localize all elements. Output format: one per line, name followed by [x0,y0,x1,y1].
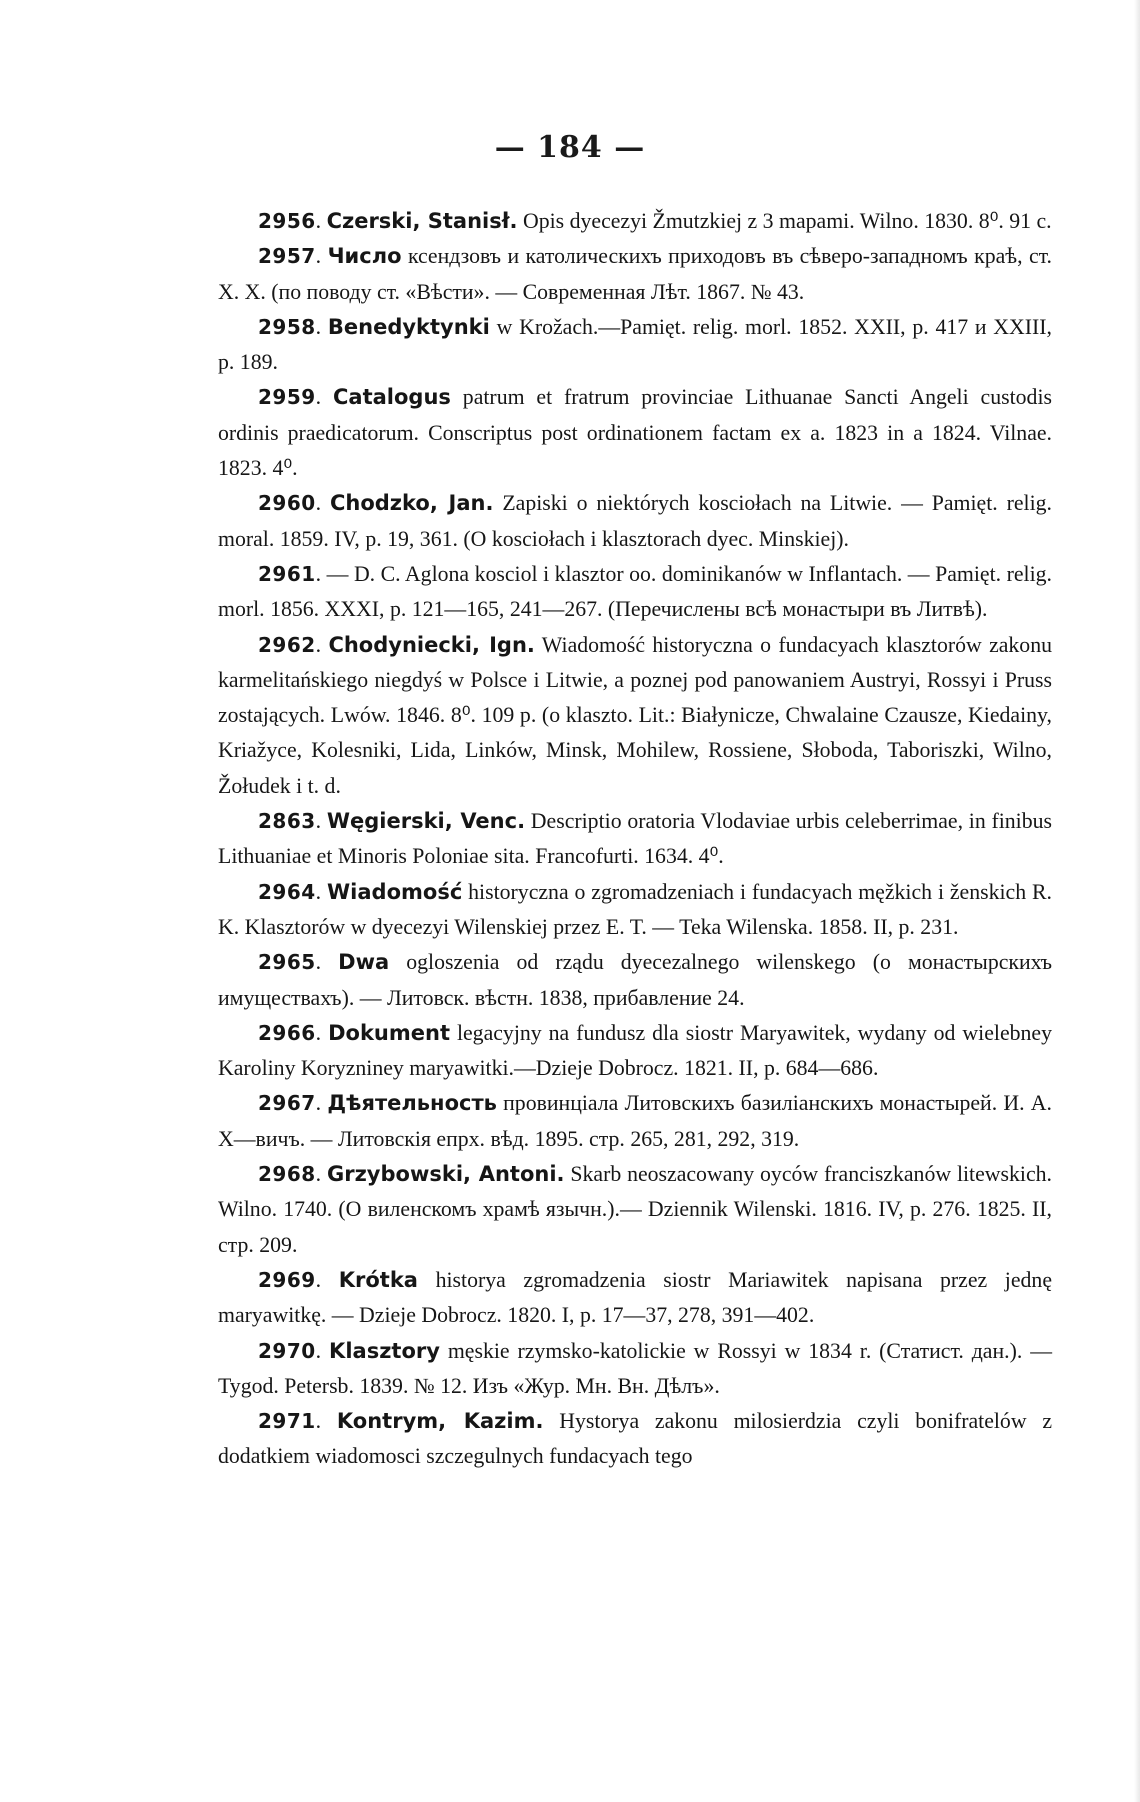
bibliography-entry: 2958. Benedyktynki w Krožach.—Pamięt. relig. morl. 1852. XXII, p. 417 и XXIII, p. 189. [218,314,1053,375]
entry-heading: Chodyniecki, Ign. [328,632,535,657]
entry-heading: Число [327,244,402,269]
bibliography-entry: 2957. Число ксендзовъ и католическихъ приходовъ въ сѣверо-западномъ краѣ, ст. Х. Х. (по поводу ст. «Вѣсти». — Современная Лѣт. 1867. № 43. [218,244,1052,304]
page-edge-shadow [1134,0,1140,1802]
entry-number: 2971 [258,1409,316,1434]
bibliography-entry: 2965. Dwa ogloszenia od rządu dyecezalnego wilenskego (o монастырскихъ имуществахъ). — Литовск. вѣстн. 1838, прибавление 24. [218,950,1052,1010]
page-number: — 184 — [494,130,646,165]
entry-text: Opis dyecezyi Žmutzkiej z 3 mapami. Wilno. 1830. 8⁰. 91 c. [517,209,1052,233]
entry-number: 2961 [258,561,316,586]
entry-heading: Wiadomość [327,879,463,904]
entry-text: Zapiski o niektórych kosciołach na Litwie. — Pamięt. relig. moral. 1859. IV, p. 19, 361. (O kosciołach i klasztorach dyec. Minskiej). [218,491,1052,551]
bibliography-entry: 2967. Дѣятельность провинціала Литовскихъ базиліанскихъ монастырей. И. А. Х—вичъ. — Литовскія епрх. вѣд. 1895. стр. 265, 281, 292, 319. [218,1091,1052,1151]
entry-number: 2960 [258,491,316,516]
entry-heading: Dwa [338,950,390,975]
entry-heading: Węgierski, Venc. [326,809,526,834]
entry-text: Wiadomość historyczna o fundacyach klasztorów zakonu karmelitańskiego niegdyś w Polsce i Litwie, a poznej pod panowaniem Austryi, Rossyi i Pruss zostających. Lwów. 1846. 8⁰. 109 p. (o klaszto. Lit.: Białynicze, Chwalaine Czausze, Kiedainy, Kriažyce, Kolesniki, Lida, Linków, Minsk, Mohilew, Rossiene, Słoboda, Taboriszki, Wilno, Žołudek i t. d. [218,632,1053,798]
entry-heading: Grzybowski, Antoni. [326,1162,565,1187]
entry-text: Hystorya zakonu milosierdzia czyli bonifratelów z dodatkiem wiadomosci szczegulnych fundacyach tego [218,1409,1053,1469]
entry-text: w Krožach.—Pamięt. relig. morl. 1852. XXII, p. 417 и XXIII, p. 189. [218,314,1053,375]
entry-number: 2967 [258,1091,316,1116]
bibliography-entry: 2961. — D. C. Aglona kosciol i klasztor oo. dominikanów w Inflantach. — Pamięt. relig. morl. 1856. XXXI, p. 121—165, 241—267. (Перечислены всѣ монастыри въ Литвѣ). [218,561,1052,622]
entry-heading: Czerski, Stanisł. [326,209,518,233]
bibliography-entry: 2969. Krótka historya zgromadzenia siostr Mariawitek napisana przez jednę maryawitkę. — Dzieje Dobrocz. 1820. I, p. 17—37, 278, 391—402. [218,1267,1052,1328]
entry-heading: Catalogus [333,385,451,410]
entry-heading: Дѣятельность [327,1091,497,1116]
bibliography-entry: 2956. Czerski, Stanisł. Opis dyecezyi Žmutzkiej z 3 mapami. Wilno. 1830. 8⁰. 91 c. [258,209,1052,233]
entry-number: 2966 [258,1020,316,1045]
entry-text: ксендзовъ и католическихъ приходовъ въ сѣверо-западномъ краѣ, ст. Х. Х. (по поводу ст. «Вѣсти». — Современная Лѣт. 1867. № 43. [218,244,1052,304]
entry-number: 2959 [258,385,316,410]
entry-heading: Kontrym, Kazim. [336,1409,544,1434]
entry-heading: Klasztory [329,1338,440,1363]
bibliography-entries [218,204,1052,1475]
entry-number: 2964 [258,879,316,904]
entry-number: 2962 [258,632,316,657]
entry-text: Descriptio oratoria Vlodaviae urbis celeberrimae, in finibus Lithuaniae et Minoris Poloniae sita. Francofurti. 1634. 4⁰. [218,809,1052,869]
bibliography-entry: 2970. Klasztory męskie rzymsko-katolickie w Rossyi w 1834 r. (Статист. дан.). — Tygod. Petersb. 1839. № 12. Изъ «Жур. Мн. Вн. Дѣлъ». [218,1338,1052,1398]
entry-text: historya zgromadzenia siostr Mariawitek napisana przez jednę maryawitkę. — Dzieje Dobrocz. 1820. I, p. 17—37, 278, 391—402. [218,1267,1052,1328]
entry-heading: Chodzko, Jan. [329,491,494,516]
entry-number: 2969 [258,1267,316,1292]
entry-heading: Dokument [328,1020,450,1045]
entry-text: — D. C. Aglona kosciol i klasztor oo. dominikanów w Inflantach. — Pamięt. relig. morl. 1856. XXXI, p. 121—165, 241—267. (Перечислены всѣ монастыри въ Литвѣ). [218,561,1052,622]
bibliography-entry: 2960. Chodzko, Jan. Zapiski o niektórych kosciołach na Litwie. — Pamięt. relig. moral. 1859. IV, p. 19, 361. (O kosciołach i klasztorach dyec. Minskiej). [218,491,1052,551]
entry-number: 2957 [258,244,316,269]
entry-text: historyczna o zgromadzeniach i fundacyach męžkich i ženskich R. K. Klasztorów w dyecezyi Wilenskiej przez E. T. — Teka Wilenska. 1858. II, p. 231. [218,879,1053,939]
entry-text: legacyjny na fundusz dla siostr Maryawitek, wydany od wielebney Karoliny Koryzniney maryawitki.—Dzieje Dobrocz. 1821. II, p. 684—686. [218,1020,1052,1081]
entry-text: ogloszenia od rządu dyecezalnego wilenskego (o монастырскихъ имуществахъ). — Литовск. вѣстн. 1838, прибавление 24. [218,950,1052,1010]
entry-number: 2970 [258,1338,316,1363]
bibliography-entry: 2964. Wiadomość historyczna o zgromadzeniach i fundacyach męžkich i ženskich R. K. Klasztorów w dyecezyi Wilenskiej przez E. T. — Teka Wilenska. 1858. II, p. 231. [218,879,1053,939]
entry-text: męskie rzymsko-katolickie w Rossyi w 1834 r. (Статист. дан.). — Tygod. Petersb. 1839. № 12. Изъ «Жур. Мн. Вн. Дѣлъ». [218,1338,1052,1398]
bibliography-entry: 2971. Kontrym, Kazim. Hystorya zakonu milosierdzia czyli bonifratelów z dodatkiem wiadomosci szczegulnych fundacyach tego [218,1409,1053,1469]
entry-text: провинціала Литовскихъ базиліанскихъ монастырей. И. А. Х—вичъ. — Литовскія епрх. вѣд. 1895. стр. 265, 281, 292, 319. [218,1091,1052,1151]
bibliography-entry: 2959. Catalogus patrum et fratrum provinciae Lithuanae Sancti Angeli custodis ordinis praedicatorum. Conscriptus post ordinationem factam ex a. 1823 in a 1824. Vilnae. 1823. 4⁰. [218,385,1052,481]
bibliography-entry: 2966. Dokument legacyjny na fundusz dla siostr Maryawitek, wydany od wielebney Karoliny Koryzniney maryawitki.—Dzieje Dobrocz. 1821. II, p. 684—686. [218,1020,1052,1081]
entry-heading: Krótka [338,1267,418,1292]
bibliography-entry: 2863. Węgierski, Venc. Descriptio oratoria Vlodaviae urbis celeberrimae, in finibus Lithuaniae et Minoris Poloniae sita. Francofurti. 1634. 4⁰. [218,809,1052,869]
entry-number: 2965 [258,950,316,975]
entry-text: patrum et fratrum provinciae Lithuanae Sancti Angeli custodis ordinis praedicatorum. Conscriptus post ordinationem factam ex a. 1823 in a 1824. Vilnae. 1823. 4⁰. [218,385,1052,481]
entry-number: 2956 [258,209,316,233]
entry-number: 2958 [258,314,316,339]
entry-number: 2968 [258,1162,316,1187]
bibliography-entry: 2962. Chodyniecki, Ign. Wiadomość historyczna o fundacyach klasztorów zakonu karmelitańskiego niegdyś w Polsce i Litwie, a poznej pod panowaniem Austryi, Rossyi i Pruss zostających. Lwów. 1846. 8⁰. 109 p. (o klaszto. Lit.: Białynicze, Chwalaine Czausze, Kiedainy, Kriažyce, Kolesniki, Lida, Linków, Minsk, Mohilew, Rossiene, Słoboda, Taboriszki, Wilno, Žołudek i t. d. [218,632,1053,798]
bibliography-entry: 2968. Grzybowski, Antoni. Skarb neoszacowany oyców franciszkanów litewskich. Wilno. 1740. (О виленскомъ храмѣ язычн.).— Dziennik Wilenski. 1816. IV, p. 276. 1825. II, стр. 209. [218,1162,1052,1257]
entry-heading: Benedyktynki [327,314,490,339]
entry-number: 2863 [258,809,316,834]
entry-text: Skarb neoszacowany oyców franciszkanów litewskich. Wilno. 1740. (О виленскомъ храмѣ язычн.).— Dziennik Wilenski. 1816. IV, p. 276. 1825. II, стр. 209. [218,1162,1052,1257]
